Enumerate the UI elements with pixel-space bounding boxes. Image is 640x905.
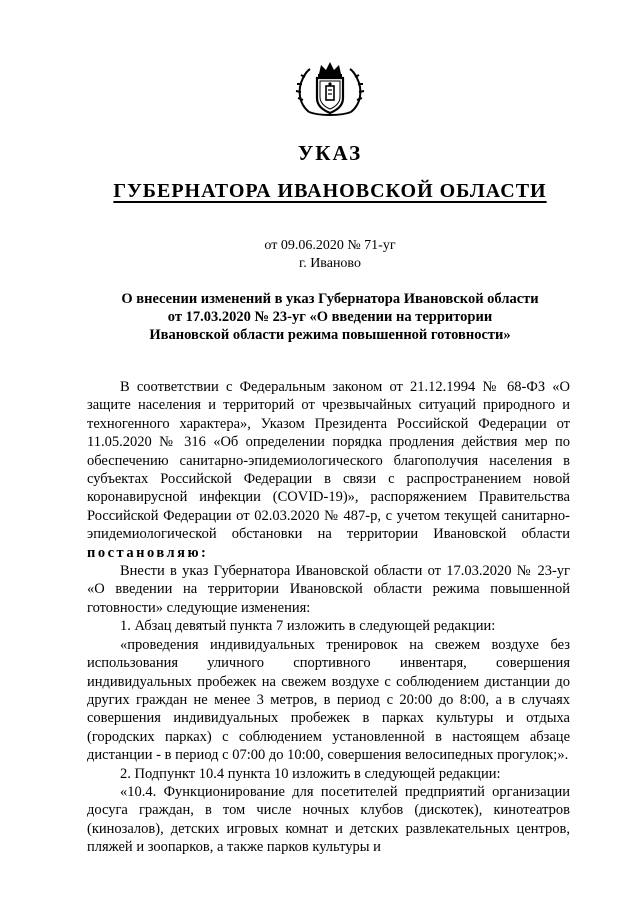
decree-word: постановляю	[87, 544, 202, 561]
decree-body	[87, 378, 570, 857]
decree-city: г. Иваново	[299, 256, 361, 271]
paragraph-item-2: 2. Подпункт 10.4 пункта 10 изложить в следующей редакции:	[120, 765, 501, 782]
decree-date-number: от 09.06.2020 № 71-уг	[264, 238, 396, 253]
subject-line-1: О внесении изменений в указ Губернатора Ивановской области	[121, 291, 539, 307]
paragraph-item-1-text: «проведения индивидуальных тренировок на свежем воздухе без использования уличного спортивного инвентаря, совершения индивидуальных пробежек на свежем воздухе с соблюдением дистанции до других граждан не менее 3 метров, в период с 20:00 до 8:00, а в случаях совершения индивидуальных пробежек в парках культуры и отдыха (городских парках) с соблюдением установленной в настоящем абзаце дистанции - в период с 07:00 до 10:00, совершения велосипедных прогулок;».	[87, 636, 570, 764]
decree-title: УКАЗ	[297, 141, 363, 165]
preamble-text: В соответствии с Федеральным законом от 21.12.1994 № 68-ФЗ «О защите населения и территорий от чрезвычайных ситуаций природного и техногенного характера», Указом Президента Российской Федерации от 11.05.2020 № 316 «Об определении порядка продления действия мер по обеспечению санитарно-эпидемиологического благополучия населения в субъектах Российской Федерации в связи с распространением новой коронавирусной инфекции (COVID-19)», распоряжением Правительства Российской Федерации от 02.03.2020 № 487-р, с учетом текущей санитарно-эпидемиологической обстановки на территории Ивановской области	[87, 379, 570, 543]
paragraph-amend-intro: Внести в указ Губернатора Ивановской области от 17.03.2020 № 23-уг «О введении на территории Ивановской области режима повышенной готовности» следующие изменения:	[87, 563, 570, 616]
subject-line-2: от 17.03.2020 № 23-уг «О введении на территории	[167, 309, 493, 325]
issuer-title-text: ГУБЕРНАТОРА ИВАНОВСКОЙ ОБЛАСТИ	[113, 180, 547, 202]
paragraph-preamble	[87, 378, 570, 562]
subject-line-3: Ивановской области режима повышенной готовности»	[149, 327, 511, 343]
paragraph-item-1: 1. Абзац девятый пункта 7 изложить в следующей редакции:	[120, 618, 496, 635]
coat-of-arms-icon	[295, 60, 365, 118]
decree-word-colon: :	[201, 544, 209, 561]
decree-subject	[85, 290, 575, 344]
paragraph-item-2-text: «10.4. Функционирование для посетителей предприятий организации досуга граждан, в том числе ночных клубов (дискотек), кинотеатров (кинозалов), детских игровых комнат и детских развлекательных центров, пляжей и зоопарков, а также парков культуры и	[87, 783, 570, 856]
issuer-title	[0, 180, 640, 203]
